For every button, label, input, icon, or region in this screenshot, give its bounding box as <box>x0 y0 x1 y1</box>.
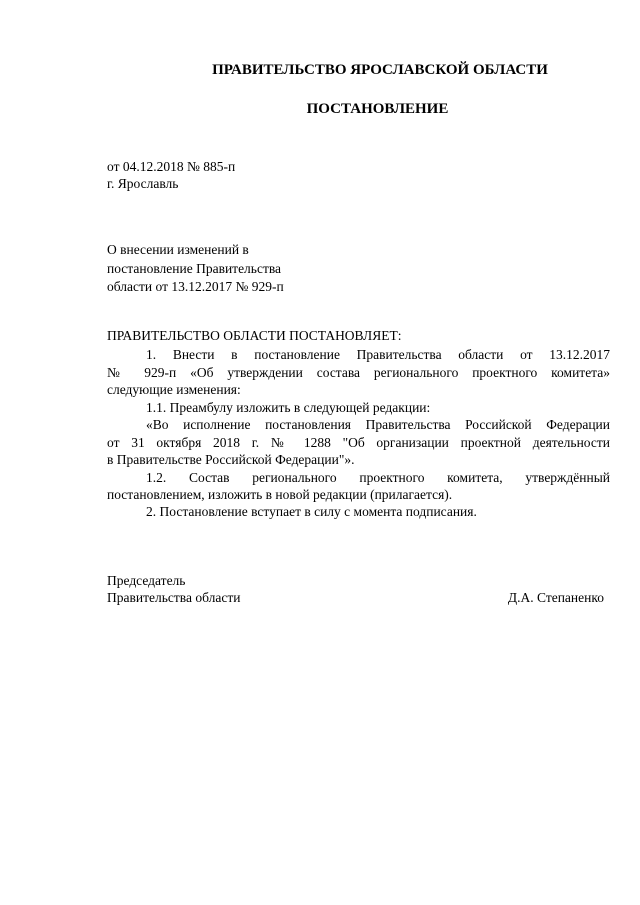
signatory-title: Председатель <box>107 573 186 588</box>
city: г. Ярославль <box>107 176 179 191</box>
preamble: ПРАВИТЕЛЬСТВО ОБЛАСТИ ПОСТАНОВЛЯЕТ: <box>107 328 402 343</box>
quote-line: от 31 октября 2018 г. № 1288 "Об организации проектной деятельности <box>107 435 610 450</box>
paragraph-1-line: 1. Внести в постановление Правительства области от 13.12.2017 <box>146 347 610 362</box>
signature-row <box>107 589 604 607</box>
date-number: от 04.12.2018 № 885-п <box>107 159 236 174</box>
doc-type-heading: ПОСТАНОВЛЕНИЕ <box>306 101 449 117</box>
signatory-title: Правительства области <box>107 590 241 605</box>
subject-line: О внесении изменений в <box>107 242 249 257</box>
government-heading: ПРАВИТЕЛЬСТВО ЯРОСЛАВСКОЙ ОБЛАСТИ <box>212 62 548 78</box>
paragraph-2: 2. Постановление вступает в силу с момента подписания. <box>146 504 477 519</box>
signatory-name: Д.А. Степаненко <box>507 590 604 605</box>
quote-line: в Правительстве Российской Федерации"». <box>107 452 355 467</box>
paragraph-1-1: 1.1. Преамбулу изложить в следующей редакции: <box>146 400 431 415</box>
paragraph-1-2-line: 1.2. Состав регионального проектного комитета, утверждённый <box>146 470 610 485</box>
subject-line: постановление Правительства <box>107 261 282 276</box>
quote-line: «Во исполнение постановления Правительства Российской Федерации <box>146 417 610 432</box>
paragraph-1-line: следующие изменения: <box>107 382 241 397</box>
subject-line: области от 13.12.2017 № 929-п <box>107 279 284 294</box>
paragraph-1-line: № 929-п «Об утверждении состава регионального проектного комитета» <box>107 365 610 380</box>
paragraph-1-2-line: постановлением, изложить в новой редакции (прилагается). <box>107 487 453 502</box>
